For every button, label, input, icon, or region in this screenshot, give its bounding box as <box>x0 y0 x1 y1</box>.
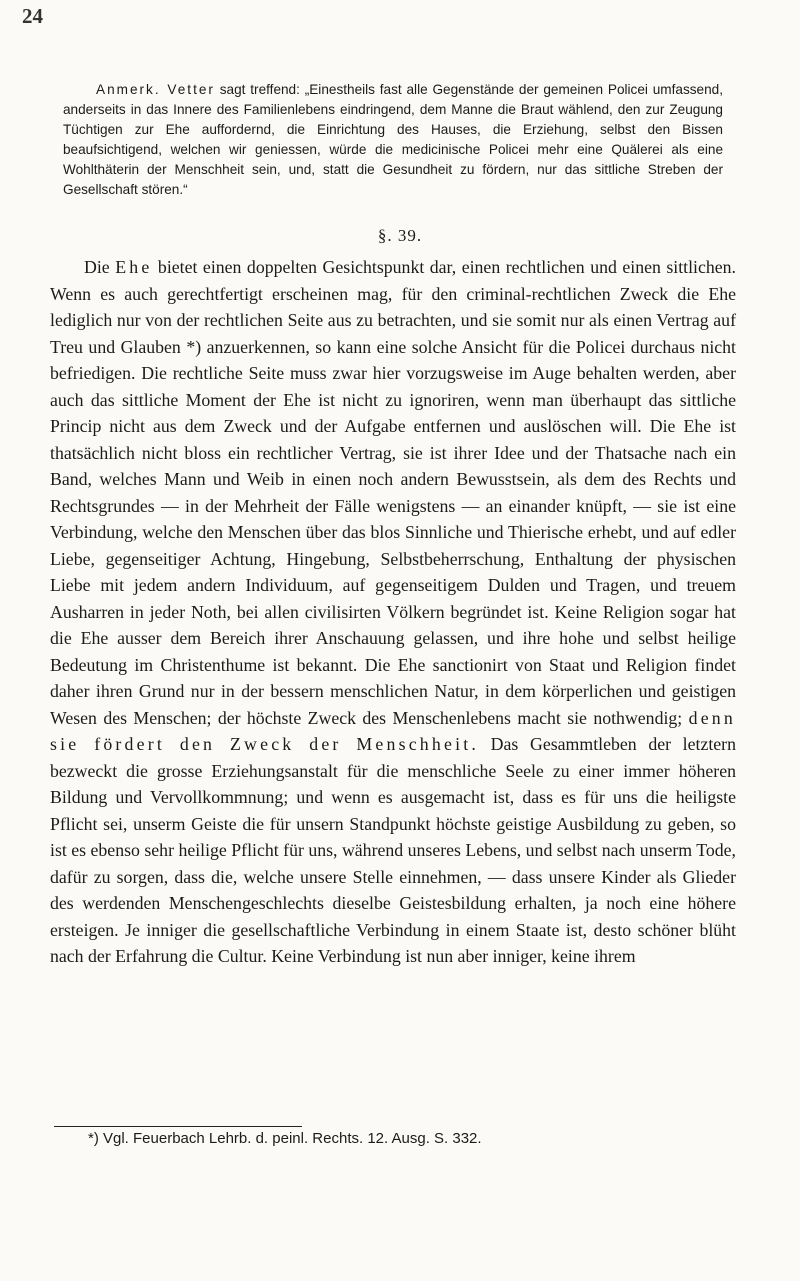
footnote-divider <box>54 1126 302 1127</box>
section-heading: §. 39. <box>377 226 423 245</box>
footnote: *) Vgl. Feuerbach Lehrb. d. peinl. Rechts. 12. Ausg. S. 332. <box>88 1130 482 1147</box>
annotation-paragraph <box>63 80 723 201</box>
main-paragraph <box>50 254 736 970</box>
paragraph-intro: Die <box>84 257 110 277</box>
annotation-lead: Anmerk. Vetter <box>96 82 215 97</box>
page-number: 24 <box>22 4 43 28</box>
paragraph-body-2: Das Gesammtleben der letztern bezweckt die grosse Erziehungsanstalt für die menschliche Seele zu einer immer höheren Bildung und Vervollkommnung; und wenn es ausgemacht ist, dass es für uns die heiligste Pflicht sei, unserm Geiste die für unsern Standpunkt höchste geistige Ausbildung zu geben, so ist es ebenso sehr heilige Pflicht für uns, während unseres Lebens, und selbst nach unserm Tode, dafür zu sorgen, dass die, welche unsere Stelle einnehmen, — dass unsere Kinder als Glieder des werdenden Menschengeschlechts dieselbe Geistesbildung erhalten, ja noch eine höhere ersteigen. Je inniger die gesellschaftliche Verbindung in einem Staate ist, desto schöner blüht nach der Erfahrung die Cultur. Keine Verbindung ist nun aber inniger, keine ihrem <box>50 734 736 966</box>
term-ehe: Ehe <box>115 257 153 277</box>
paragraph-body-1: bietet einen doppelten Gesichtspunkt dar, einen rechtlichen und einen sittlichen. Wenn es auch gerechtfertigt erscheinen mag, für den criminal-rechtlichen Zweck die Ehe lediglich nur von der rechtlichen Seite aus zu betrachten, und sie somit nur als einen Vertrag auf Treu und Glauben *) anzuerkennen, so kann eine solche Ansicht für die Policei durchaus nicht befriedigen. Die rechtliche Seite muss zwar hier vorzugsweise im Auge behalten werden, aber auch das sittliche Moment der Ehe ist nicht zu ignoriren, wenn man überhaupt das sittliche Princip nicht aus dem Zweck und der Aufgabe entfernen und auslöschen will. Die Ehe ist thatsächlich nicht bloss ein rechtlicher Vertrag, sie ist ihrer Idee und der Thatsache nach ein Band, welches Mann und Weib in einen noch andern Bewusstsein, als dem des Rechts und Rechtsgrundes — in der Mehrheit der Fälle wenigstens — an einander knüpft, — sie ist eine Verbindung, welche den Menschen über das blos Sinnliche und Thierische erhebt, und auf edler Liebe, gegenseitiger Achtung, Hingebung, Selbstbeherrschung, Enthaltung der physischen Liebe mit jedem andern Individuum, auf gegenseitigem Dulden und Tragen, und treuem Ausharren in jeder Noth, bei allen civilisirten Völkern begründet ist. Keine Religion sogar hat die Ehe ausser dem Bereich ihrer Anschauung gelassen, und ihre hohe und selbst heilige Bedeutung im Christenthume ist bekannt. Die Ehe sanctionirt von Staat und Religion findet daher ihren Grund nur in der bessern menschlichen Natur, in dem körperlichen und geistigen Wesen des Menschen; der höchste Zweck des Menschenlebens macht sie nothwendig; <box>50 257 736 728</box>
annotation-text: sagt treffend: „Einestheils fast alle Gegenstände der gemeinen Policei umfassend, anderseits in das Innere des Familienlebens eindringend, dem Manne die Braut wählend, den zur Zeugung Tüchtigen zur Ehe auffordernd, die Einrichtung des Hauses, die Erziehung, selbst den Bissen beaufsichtigend, welchen wir geniessen, würde die medicinische Policei mehr eine Quälerei als eine Wohlthäterin der Menschheit sein, und, statt die Gesundheit zu fördern, nur das sittliche Streben der Gesellschaft stören.“ <box>63 82 724 198</box>
emphasized-sentence: denn sie fördert den Zweck der Menschheit. <box>50 707 736 754</box>
